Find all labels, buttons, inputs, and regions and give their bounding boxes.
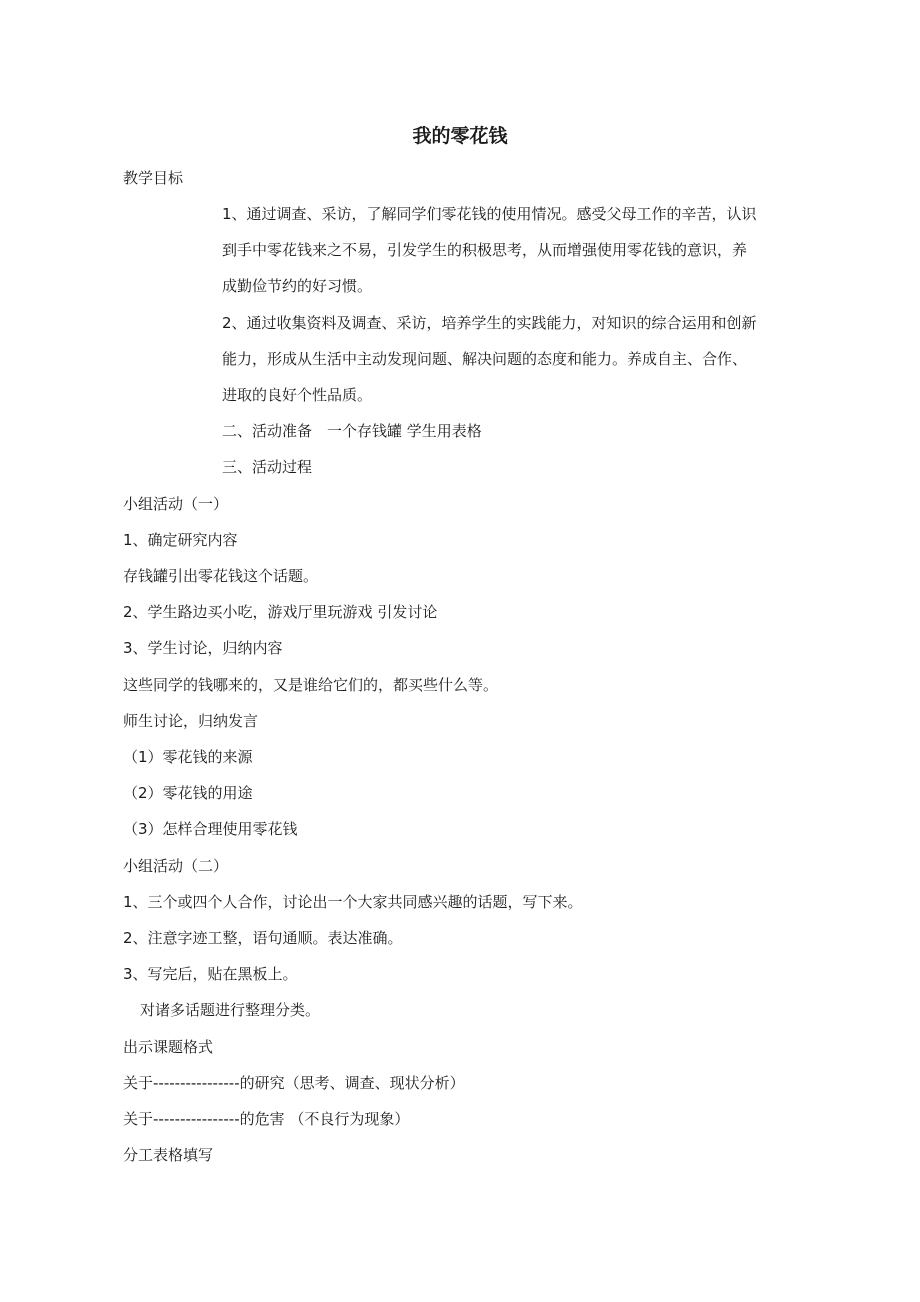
body-line: 关于----------------的危害 （不良行为现象） (123, 1110, 410, 1128)
body-line: 2、注意字迹工整，语句通顺。表达准确。 (123, 929, 403, 947)
body-line: 分工表格填写 (123, 1146, 214, 1164)
document-title: 我的零花钱 (412, 125, 508, 147)
objective-2-line-2: 能力，形成从生活中主动发现问题、解决问题的态度和能力。养成自主、合作、 (222, 350, 748, 368)
objective-1-line-1: 1、通过调查、采访，了解同学们零花钱的使用情况。感受父母工作的辛苦，认识 (222, 205, 757, 223)
list-item: （3）怎样合理使用零花钱 (123, 820, 298, 838)
body-line: 1、确定研究内容 (123, 531, 238, 549)
objective-1-line-3: 成勤俭节约的好习惯。 (222, 277, 373, 295)
body-line: 小组活动（一） (123, 495, 229, 513)
objectives-heading: 教学目标 (123, 169, 184, 187)
body-line: 这些同学的钱哪来的，又是谁给它们的，都买些什么等。 (123, 676, 499, 694)
list-item: （1）零花钱的来源 (123, 748, 253, 766)
objective-1-line-2: 到手中零花钱来之不易，引发学生的积极思考，从而增强使用零花钱的意识，养 (222, 241, 748, 259)
body-line: 3、写完后，贴在黑板上。 (123, 965, 298, 983)
body-line: 小组活动（二） (123, 857, 229, 875)
body-line: 师生讨论，归纳发言 (123, 712, 259, 730)
preparation-line: 二、活动准备 一个存钱罐 学生用表格 (222, 422, 482, 440)
body-line: 关于----------------的研究（思考、调查、现状分析） (123, 1074, 465, 1092)
body-line: 出示课题格式 (123, 1038, 214, 1056)
body-line: 存钱罐引出零花钱这个话题。 (123, 567, 319, 585)
objective-2-line-3: 进取的良好个性品质。 (222, 386, 373, 404)
body-line: 1、三个或四个人合作，讨论出一个大家共同感兴趣的话题，写下来。 (123, 893, 583, 911)
body-line: 3、学生讨论，归纳内容 (123, 639, 283, 657)
list-item: （2）零花钱的用途 (123, 784, 253, 802)
sort-note: 对诸多话题进行整理分类。 (140, 1001, 321, 1019)
process-heading: 三、活动过程 (222, 458, 313, 476)
objective-2-line-1: 2、通过收集资料及调查、采访，培养学生的实践能力，对知识的综合运用和创新 (222, 314, 757, 332)
body-line: 2、学生路边买小吃，游戏厅里玩游戏 引发讨论 (123, 603, 438, 621)
